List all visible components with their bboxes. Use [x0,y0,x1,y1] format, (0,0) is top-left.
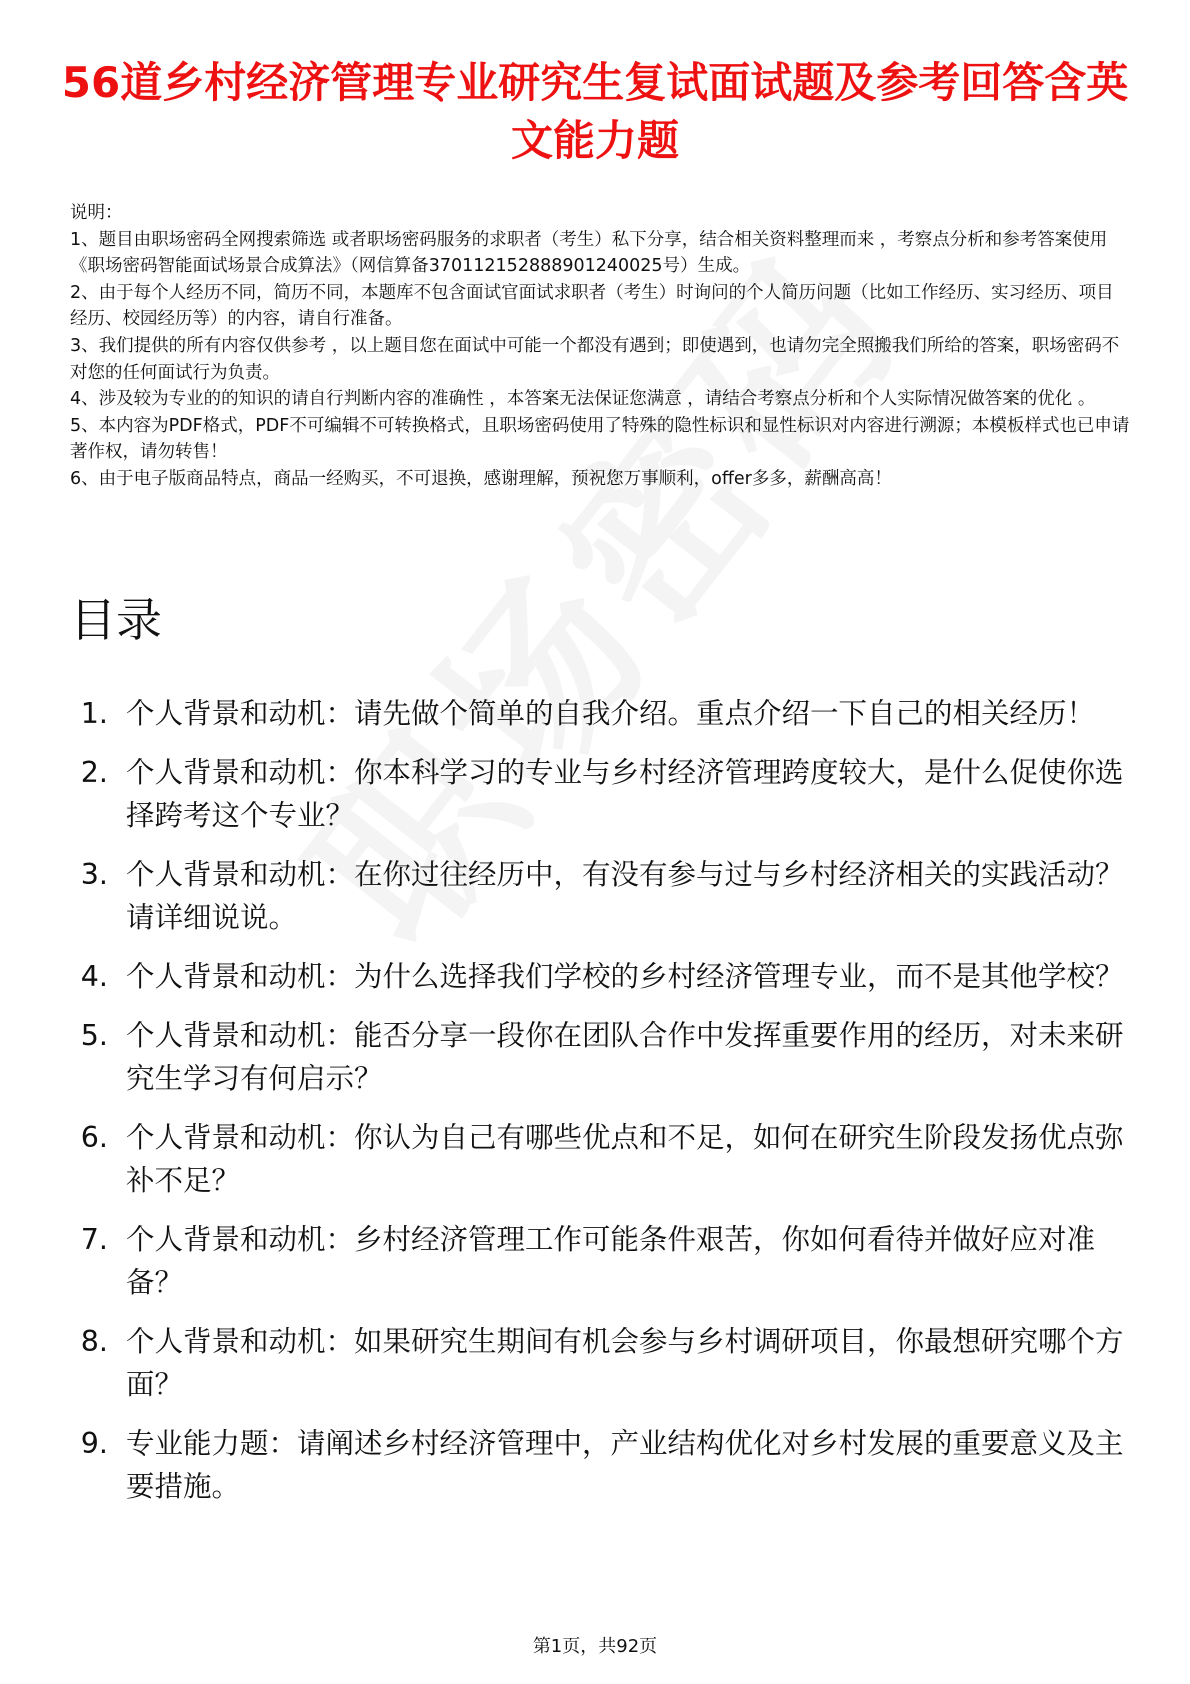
note-item-3: 3、我们提供的所有内容仅供参考 ，以上题目您在面试中可能一个都没有遇到；即使遇到，也请勿完全照搬我们所给的答案，职场密码不对您的任何面试行为负责。 [70,335,1120,383]
toc-item-text: 个人背景和动机：能否分享一段你在团队合作中发挥重要作用的经历，对未来研究生学习有何启示？ [126,1019,1124,1095]
toc-item-number: 3. [80,858,108,891]
toc-item-number: 1. [80,697,108,730]
toc-item[interactable] [70,751,1130,837]
toc-item-number: 8. [80,1325,108,1358]
note-item-6: 6、由于电子版商品特点，商品一经购买，不可退换，感谢理解，预祝您万事顺利，offer多多，薪酬高高！ [70,468,892,489]
toc-item-number: 5. [80,1019,108,1052]
toc-list [70,692,1130,1524]
toc-item[interactable] [70,1218,1130,1304]
toc-item[interactable] [70,692,1130,735]
toc-item-number: 7. [80,1223,108,1256]
toc-item-text: 个人背景和动机：如果研究生期间有机会参与乡村调研项目，你最想研究哪个方面？ [126,1325,1124,1401]
toc-item-text: 个人背景和动机：请先做个简单的自我介绍。重点介绍一下自己的相关经历！ [126,697,1096,730]
toc-item[interactable] [70,1422,1130,1508]
toc-item-number: 4. [80,960,108,993]
notes-block [70,200,1130,493]
note-item-5: 5、本内容为PDF格式，PDF不可编辑不可转换格式，且职场密码使用了特殊的隐性标识和显性标识对内容进行溯源；本模板样式也已申请著作权，请勿转售！ [70,415,1130,463]
toc-item[interactable] [70,853,1130,939]
page-footer: 第1页，共92页 [532,1636,658,1657]
toc-heading: 目录 [70,593,162,647]
toc-item-text: 个人背景和动机：乡村经济管理工作可能条件艰苦，你如何看待并做好应对准备？ [126,1223,1096,1299]
toc-item-number: 2. [80,756,108,789]
toc-item-number: 9. [80,1427,108,1460]
toc-item-text: 个人背景和动机：你认为自己有哪些优点和不足，如何在研究生阶段发扬优点弥补不足？ [126,1121,1124,1197]
toc-item[interactable] [70,1320,1130,1406]
toc-item-text: 个人背景和动机：在你过往经历中，有没有参与过与乡村经济相关的实践活动？请详细说说。 [126,858,1124,934]
toc-item[interactable] [70,1116,1130,1202]
toc-item-text: 个人背景和动机：为什么选择我们学校的乡村经济管理专业，而不是其他学校？ [126,960,1124,993]
note-item-2: 2、由于每个人经历不同，简历不同，本题库不包含面试官面试求职者（考生）时询问的个人简历问题（比如工作经历、实习经历、项目经历、校园经历等）的内容，请自行准备。 [70,282,1114,330]
note-item-1: 1、题目由职场密码全网搜索筛选 或者职场密码服务的求职者（考生）私下分享，结合相关资料整理而来 ，考察点分析和参考答案使用《职场密码智能面试场景合成算法》（网信算备370112152888901240025号）生成。 [70,229,1108,277]
toc-item-text: 个人背景和动机：你本科学习的专业与乡村经济管理跨度较大，是什么促使你选择跨考这个专业？ [126,756,1124,832]
toc-item-text: 专业能力题：请阐述乡村经济管理中，产业结构优化对乡村发展的重要意义及主要措施。 [126,1427,1124,1503]
toc-item[interactable] [70,955,1130,998]
document-title: 56道乡村经济管理专业研究生复试面试题及参考回答含英文能力题 [61,58,1129,165]
toc-item[interactable] [70,1014,1130,1100]
notes-heading: 说明： [70,203,123,223]
note-item-4: 4、涉及较为专业的的知识的请自行判断内容的准确性 ，本答案无法保证您满意 ，请结合考察点分析和个人实际情况做答案的优化 。 [70,389,1096,410]
toc-item-number: 6. [80,1121,108,1154]
